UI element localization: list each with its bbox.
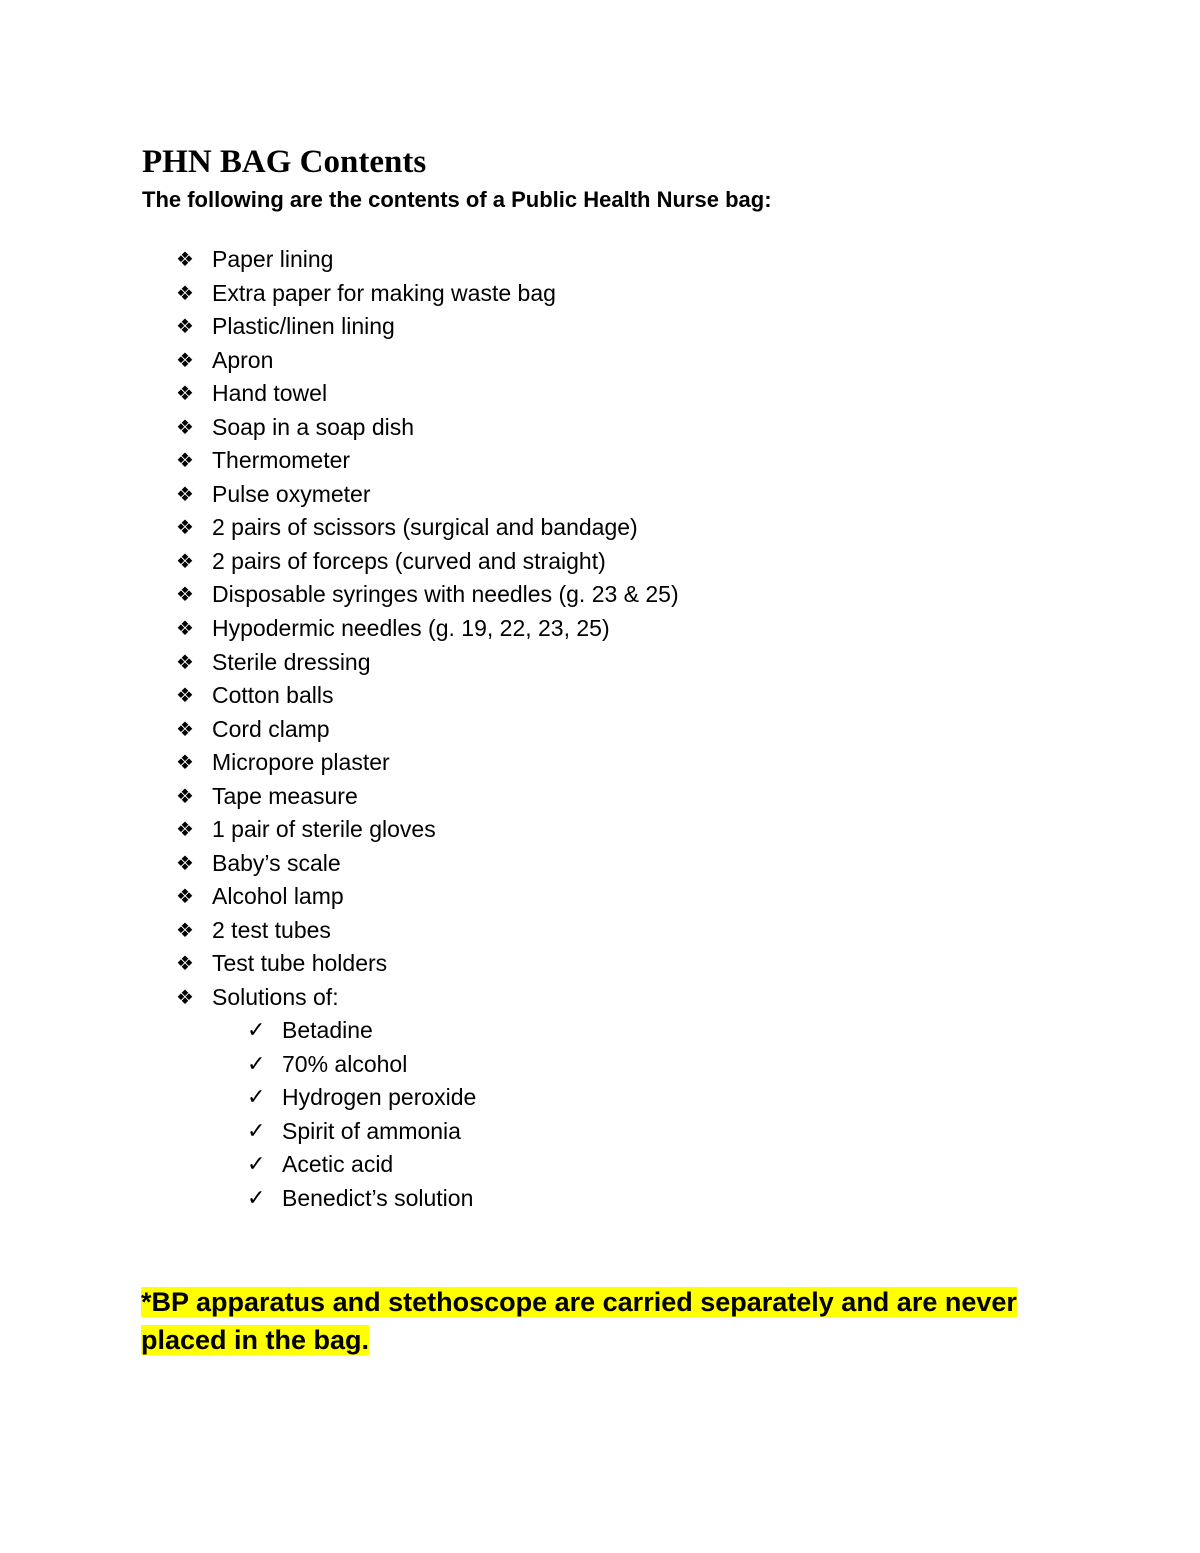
diamond-bullet-icon: ❖ — [176, 649, 194, 674]
list-item-label: Plastic/linen lining — [212, 313, 395, 340]
list-item — [176, 713, 679, 747]
note-text: *BP apparatus and stethoscope are carried separately and are never placed in the bag. — [141, 1287, 1017, 1355]
solution-item — [247, 1115, 476, 1149]
list-item-label: Baby’s scale — [212, 849, 341, 876]
diamond-bullet-icon: ❖ — [176, 381, 194, 406]
diamond-bullet-icon: ❖ — [176, 985, 194, 1010]
diamond-bullet-icon: ❖ — [176, 515, 194, 540]
list-item-label: Micropore plaster — [212, 749, 390, 776]
list-item-label: Apron — [212, 346, 274, 373]
list-item — [176, 411, 679, 445]
list-item-label: Solutions of: — [212, 984, 339, 1011]
list-item — [176, 914, 679, 948]
list-item — [176, 511, 679, 545]
list-item — [176, 746, 679, 780]
list-item-label: Thermometer — [212, 447, 351, 474]
contents-list — [176, 243, 679, 1015]
list-item — [176, 679, 679, 713]
solution-item-label: Spirit of ammonia — [282, 1117, 461, 1144]
solution-item-label: 70% alcohol — [282, 1050, 408, 1077]
diamond-bullet-icon: ❖ — [176, 951, 194, 976]
list-item — [176, 847, 679, 881]
solution-item — [247, 1014, 476, 1048]
list-item-label: 2 pairs of scissors (surgical and bandage) — [212, 514, 638, 541]
list-item-label: Cotton balls — [212, 682, 334, 709]
list-item — [176, 578, 679, 612]
checkmark-icon: ✓ — [247, 1152, 266, 1178]
list-item — [176, 612, 679, 646]
solution-item-label: Acetic acid — [282, 1151, 394, 1178]
list-item-label: Paper lining — [212, 246, 334, 272]
diamond-bullet-icon: ❖ — [176, 616, 194, 641]
solution-item — [247, 1048, 476, 1082]
list-item — [176, 981, 679, 1015]
list-item-label: Extra paper for making waste bag — [212, 279, 556, 306]
solutions-list — [247, 1014, 476, 1216]
diamond-bullet-icon: ❖ — [176, 582, 194, 607]
checkmark-icon: ✓ — [247, 1185, 266, 1211]
diamond-bullet-icon: ❖ — [176, 750, 194, 775]
list-item-label: Hypodermic needles (g. 19, 22, 23, 25) — [212, 615, 610, 642]
list-item-label: Disposable syringes with needles (g. 23 & 25) — [212, 581, 679, 608]
diamond-bullet-icon: ❖ — [176, 716, 194, 741]
list-item — [176, 344, 679, 378]
list-item — [176, 277, 679, 311]
list-item-label: 2 test tubes — [212, 916, 331, 943]
solution-item — [247, 1081, 476, 1115]
list-item — [176, 243, 679, 277]
diamond-bullet-icon: ❖ — [176, 683, 194, 708]
list-item — [176, 813, 679, 847]
diamond-bullet-icon: ❖ — [176, 884, 194, 909]
highlighted-note — [141, 1283, 1041, 1359]
solution-item-label: Hydrogen peroxide — [282, 1084, 477, 1111]
intro-text: The following are the contents of a Public Health Nurse bag: — [142, 187, 772, 212]
diamond-bullet-icon: ❖ — [176, 481, 194, 506]
diamond-bullet-icon: ❖ — [176, 783, 194, 808]
list-item-label: Sterile dressing — [212, 648, 371, 675]
diamond-bullet-icon: ❖ — [176, 850, 194, 875]
checkmark-icon: ✓ — [247, 1085, 266, 1111]
list-item — [176, 545, 679, 579]
list-item — [176, 444, 679, 478]
checkmark-icon: ✓ — [247, 1118, 266, 1144]
list-item — [176, 947, 679, 981]
list-item — [176, 780, 679, 814]
diamond-bullet-icon: ❖ — [176, 280, 194, 305]
checkmark-icon: ✓ — [247, 1018, 266, 1043]
list-item-label: Alcohol lamp — [212, 883, 344, 910]
list-item — [176, 880, 679, 914]
page-title: PHN BAG Contents — [142, 144, 427, 180]
diamond-bullet-icon: ❖ — [176, 548, 194, 573]
list-item — [176, 478, 679, 512]
solution-item-label: Benedict’s solution — [282, 1184, 474, 1211]
list-item-label: 1 pair of sterile gloves — [212, 816, 436, 843]
list-item-label: Test tube holders — [212, 950, 388, 977]
diamond-bullet-icon: ❖ — [176, 817, 194, 842]
list-item-label: Cord clamp — [212, 715, 330, 742]
list-item-label: Tape measure — [212, 782, 358, 809]
list-item — [176, 646, 679, 680]
list-item-label: 2 pairs of forceps (curved and straight) — [212, 547, 606, 574]
solution-item-label: Betadine — [282, 1017, 373, 1043]
diamond-bullet-icon: ❖ — [176, 247, 194, 271]
list-item-label: Pulse oxymeter — [212, 480, 371, 507]
diamond-bullet-icon: ❖ — [176, 448, 194, 473]
solution-item — [247, 1182, 476, 1216]
diamond-bullet-icon: ❖ — [176, 314, 194, 339]
solution-item — [247, 1148, 476, 1182]
diamond-bullet-icon: ❖ — [176, 414, 194, 439]
diamond-bullet-icon: ❖ — [176, 917, 194, 942]
checkmark-icon: ✓ — [247, 1051, 266, 1077]
list-item — [176, 377, 679, 411]
list-item — [176, 310, 679, 344]
list-item-label: Hand towel — [212, 380, 328, 407]
list-item-label: Soap in a soap dish — [212, 413, 415, 440]
diamond-bullet-icon: ❖ — [176, 347, 194, 372]
